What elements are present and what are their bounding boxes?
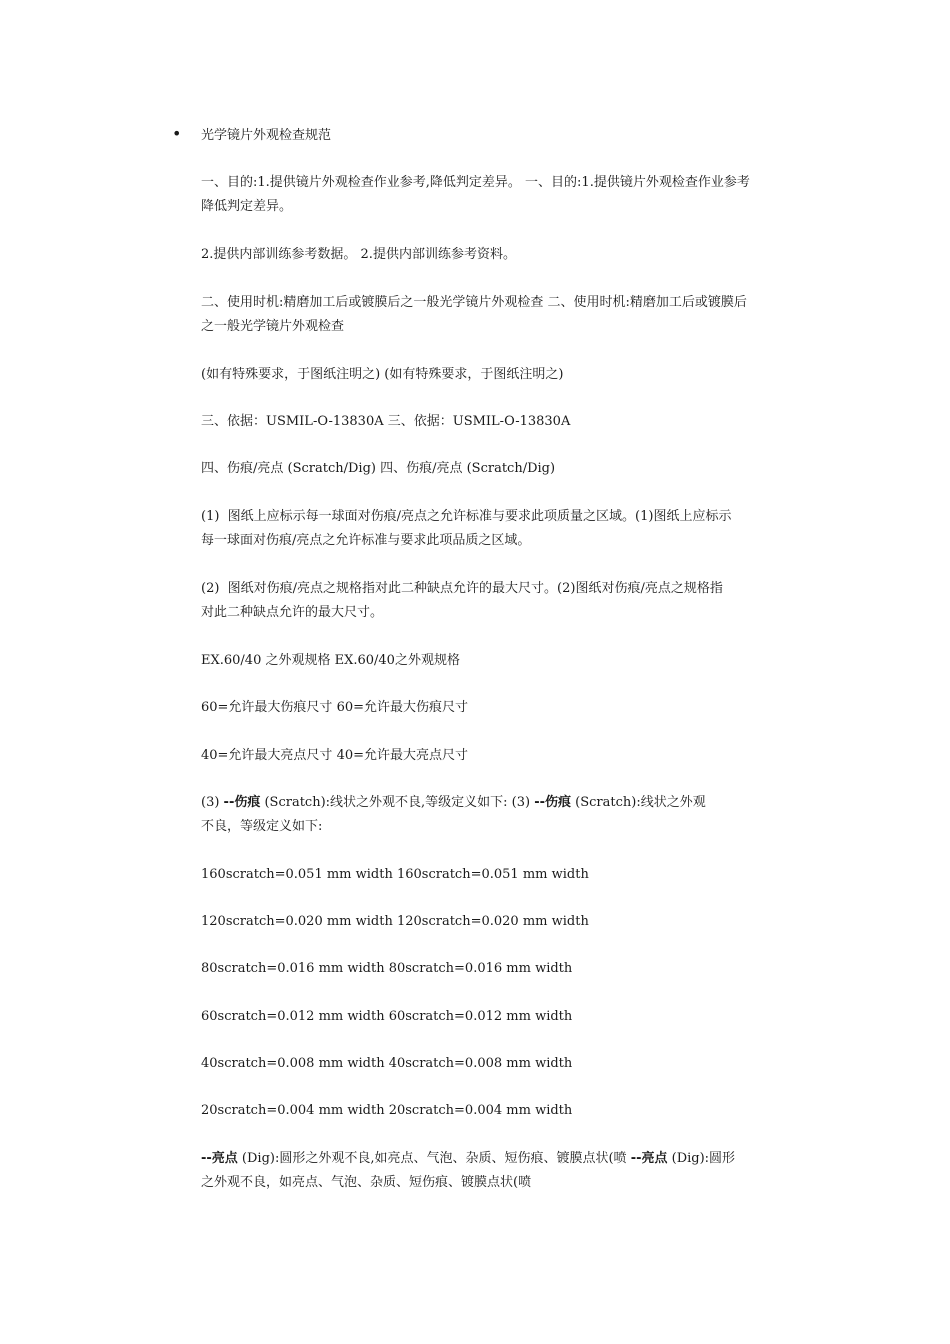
training-paragraph: 2.提供内部训练参考数据。 2.提供内部训练参考资料。 [201, 247, 516, 262]
document-title: 光学镜片外观检查规范 [201, 128, 332, 143]
scratch-size-line: 60=允许最大伤痕尺寸 60=允许最大伤痕尺寸 [201, 700, 469, 715]
scratch-grade-line: 80scratch=0.016 mm width 80scratch=0.016 mm width [201, 961, 573, 976]
dig-size-line: 40=允许最大亮点尺寸 40=允许最大亮点尺寸 [201, 748, 469, 763]
usage-paragraph: 二、使用时机:精磨加工后或镀膜后之一般光学镜片外观检查 二、使用时机:精磨加工后或镀膜后 之一般光学镜片外观检查 [201, 295, 747, 334]
dig-definition-paragraph: --亮点 (Dig):圆形之外观不良,如亮点、气泡、杂质、短伤痕、镀膜点状(喷 --亮点 (Dig):圆形 之外观不良，如亮点、气泡、杂质、短伤痕、镀膜点状(喷 [201, 1151, 736, 1190]
scratch-grade-line: 20scratch=0.004 mm width 20scratch=0.004 mm width [201, 1103, 573, 1118]
basis-paragraph: 三、依据：USMIL-O-13830A 三、依据：USMIL-O-13830A [201, 414, 571, 429]
scratch-grade-line: 40scratch=0.008 mm width 40scratch=0.008 mm width [201, 1056, 573, 1071]
purpose-paragraph: 一、目的:1.提供镜片外观检查作业参考,降低判定差异。 一、目的:1.提供镜片外观检查作业参考 降低判定差异。 [201, 175, 750, 214]
scratch-definition-paragraph: (3) --伤痕 (Scratch):线状之外观不良,等级定义如下: (3) --伤痕 (Scratch):线状之外观 不良，等级定义如下: [201, 795, 706, 834]
scratch-dig-heading: 四、伤痕/亮点 (Scratch/Dig) 四、伤痕/亮点 (Scratch/Dig) [201, 461, 556, 476]
example-spec-line: EX.60/40 之外观规格 EX.60/40之外观规格 [201, 653, 460, 668]
scratch-grade-line: 60scratch=0.012 mm width 60scratch=0.012 mm width [201, 1009, 573, 1024]
special-requirement-paragraph: (如有特殊要求，于图纸注明之) (如有特殊要求，于图纸注明之) [201, 367, 564, 382]
scratch-grade-line: 160scratch=0.051 mm width 160scratch=0.051 mm width [201, 867, 589, 882]
item-2-paragraph: (2) 图纸对伤痕/亮点之规格指对此二种缺点允许的最大尺寸。(2)图纸对伤痕/亮点之规格指 对此二种缺点允许的最大尺寸。 [201, 581, 723, 620]
item-1-paragraph: (1) 图纸上应标示每一球面对伤痕/亮点之允许标准与要求此项质量之区域。(1)图纸上应标示 每一球面对伤痕/亮点之允许标准与要求此项品质之区域。 [201, 509, 732, 548]
bullet-icon: • [172, 124, 182, 143]
scratch-grade-line: 120scratch=0.020 mm width 120scratch=0.020 mm width [201, 914, 589, 929]
